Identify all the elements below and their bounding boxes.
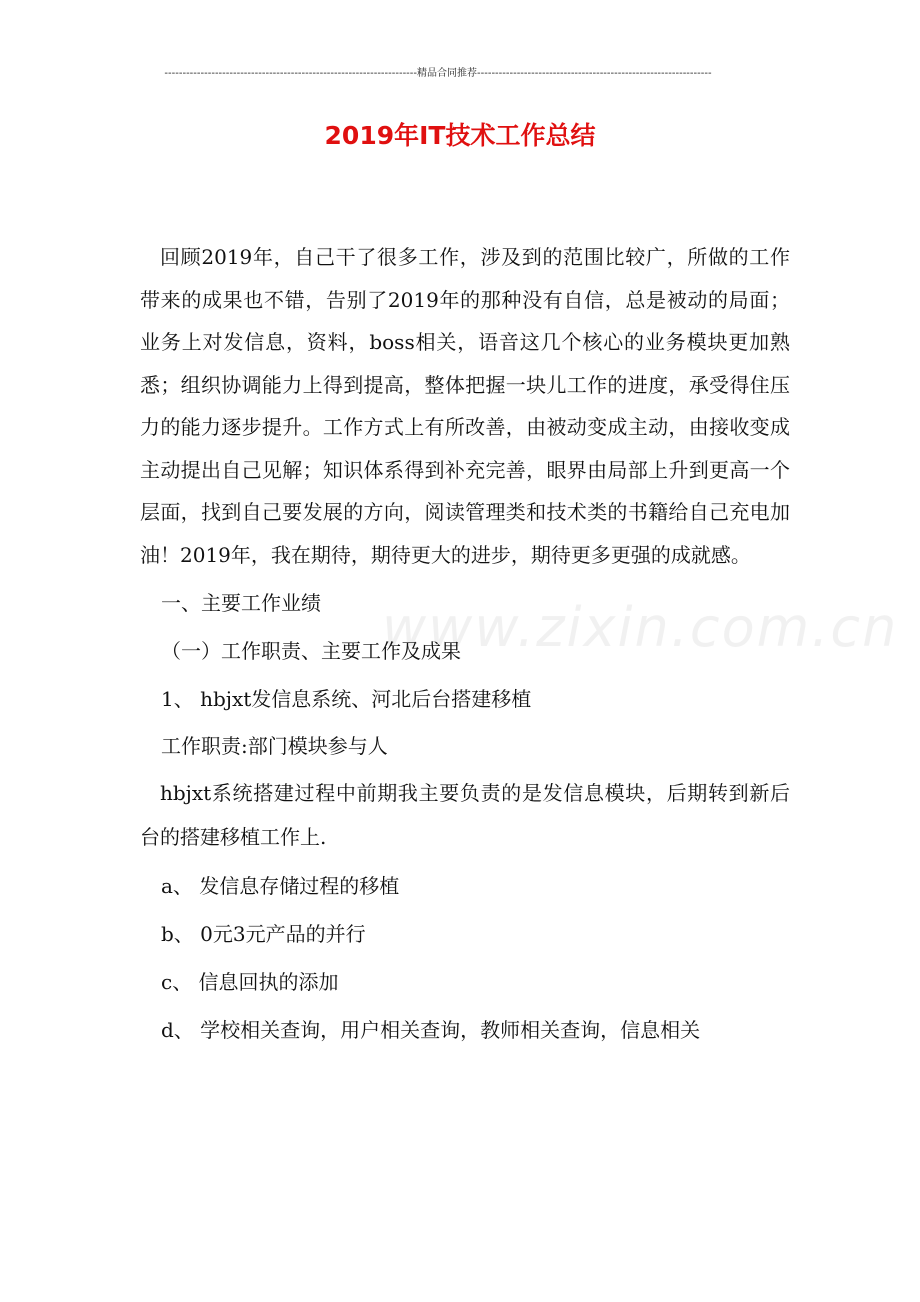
- intro-paragraph: 回顾2019年，自己干了很多工作，涉及到的范围比较广，所做的工作带来的成果也不错，告别了2019年的那种没有自信，总是被动的局面；业务上对发信息，资料，boss相关，语音这几个核心的业务模块更加熟悉；组织协调能力上得到提高，整体把握一块儿工作的进度，承受得住压力的能力逐步提升。工作方式上有所改善，由被动变成主动，由接收变成主动提出自己见解；知识体系得到补充完善，眼界由局部上升到更高一个层面，找到自己要发展的方向，阅读管理类和技术类的书籍给自己充电加油！2019年，我在期待，期待更大的进步，期待更多更强的成就感。: [140, 245, 790, 567]
- header-banner: ----------------------------------------------------------------------精品合同推荐-----------------------------------------------------------------: [164, 68, 712, 79]
- watermark: www.zixin.com.cn: [382, 596, 899, 659]
- list-item: d、 学校相关查询，用户相关查询，教师相关查询，信息相关: [161, 1017, 701, 1042]
- list-item: b、 0元3元产品的并行: [161, 921, 366, 946]
- work-item-1: 1、 hbjxt发信息系统、河北后台搭建移植: [161, 686, 532, 711]
- description-paragraph: hbjxt系统搭建过程中前期我主要负责的是发信息模块，后期转到新后台的搭建移植工作上.: [140, 781, 790, 850]
- list-item: c、 信息回执的添加: [161, 969, 339, 994]
- duty-line: 工作职责:部门模块参与人: [161, 734, 388, 759]
- list-item: a、 发信息存储过程的移植: [161, 874, 400, 899]
- document-title: 2019年IT技术工作总结: [324, 121, 596, 150]
- section-heading: 一、主要工作业绩: [161, 591, 321, 615]
- document-body: [140, 236, 790, 1054]
- subsection-heading: （一）工作职责、主要工作及成果: [161, 638, 461, 663]
